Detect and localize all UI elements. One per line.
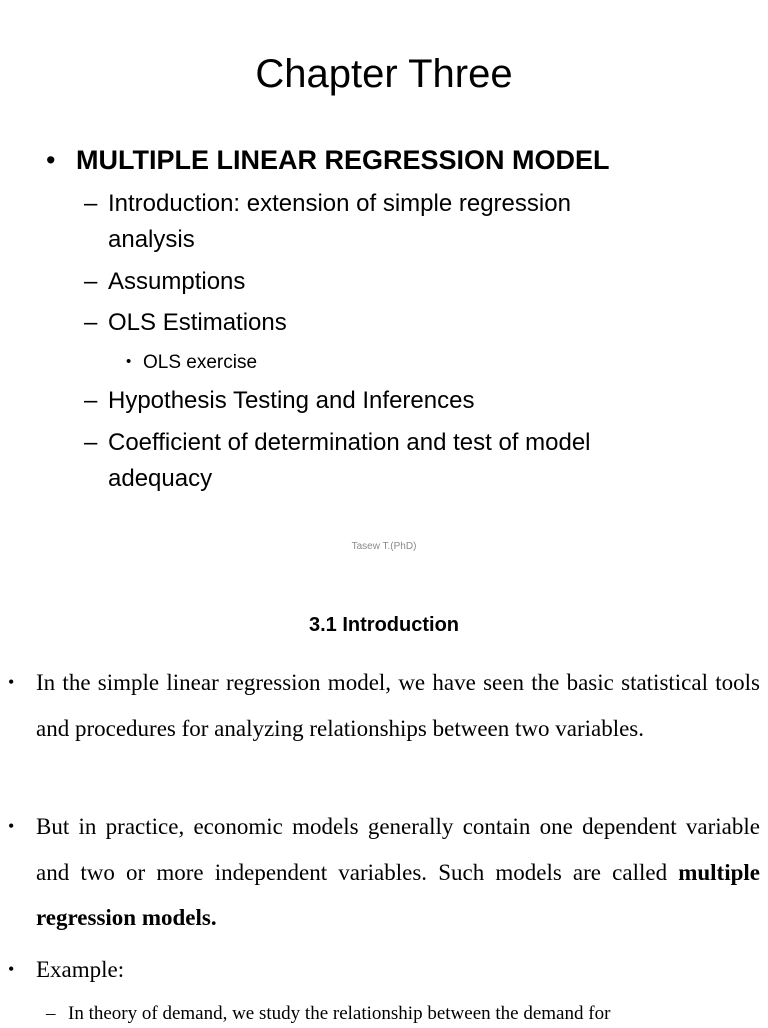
main-bullet-text: MULTIPLE LINEAR REGRESSION MODEL (76, 145, 610, 175)
paragraph-multiple-regression (8, 804, 760, 941)
section-heading: 3.1 Introduction (309, 614, 459, 636)
bullet-dot: • (8, 672, 15, 692)
paragraph-text-bold: multiple regression models. (36, 859, 760, 930)
outline-item-text: Hypothesis Testing and Inferences (108, 387, 475, 414)
outline-subitem-text: OLS exercise (143, 352, 258, 373)
outline-item-text: Introduction: extension of simple regression (108, 190, 571, 217)
paragraph-simple-regression (8, 660, 760, 751)
outline-item-assumptions (84, 264, 245, 300)
dash-marker: – (84, 309, 98, 336)
dash-marker: – (46, 1003, 56, 1024)
outline-item-hypothesis-testing (84, 383, 474, 419)
outline-item-coefficient-of-determination (84, 425, 591, 497)
paragraph-example (8, 947, 760, 993)
bullet-dot: • (8, 959, 15, 979)
outline-item-text: Assumptions (108, 268, 246, 295)
slide-footer-author: Tasew T.(PhD) (351, 541, 417, 552)
outline-item-text: Coefficient of determination and test of model (108, 429, 591, 456)
outline-item-text: OLS Estimations (108, 309, 287, 336)
dash-marker: – (84, 268, 98, 295)
paragraph-text: Example: (36, 957, 125, 982)
slide-introduction (0, 576, 768, 1024)
paragraph-text: In the simple linear regression model, we have seen the basic statistical tools and procedures for analyzing relationships between two variables. (36, 670, 760, 741)
outline-item-text-continued: analysis (108, 226, 195, 253)
outline-item-text-continued: adequacy (108, 465, 213, 492)
outline-item-introduction (84, 186, 571, 258)
paragraph-text-regular: But in practice, economic models generally contain one dependent variable and two or more independent variables. Such models are called (36, 814, 760, 885)
bullet-dot: • (126, 353, 132, 370)
example-subitem-text: In theory of demand, we study the relationship between the demand for (68, 1003, 611, 1024)
slide-title: Chapter Three (255, 52, 513, 96)
dash-marker: – (84, 429, 98, 456)
bullet-dot: • (8, 816, 15, 836)
outline-item-ols-estimations (84, 305, 287, 341)
paragraph-text (36, 804, 760, 941)
dash-marker: – (84, 387, 98, 414)
dash-marker: – (84, 190, 98, 217)
main-bullet (46, 140, 610, 180)
bullet-dot: • (46, 145, 56, 175)
outline-subitem-ols-exercise (126, 348, 257, 377)
